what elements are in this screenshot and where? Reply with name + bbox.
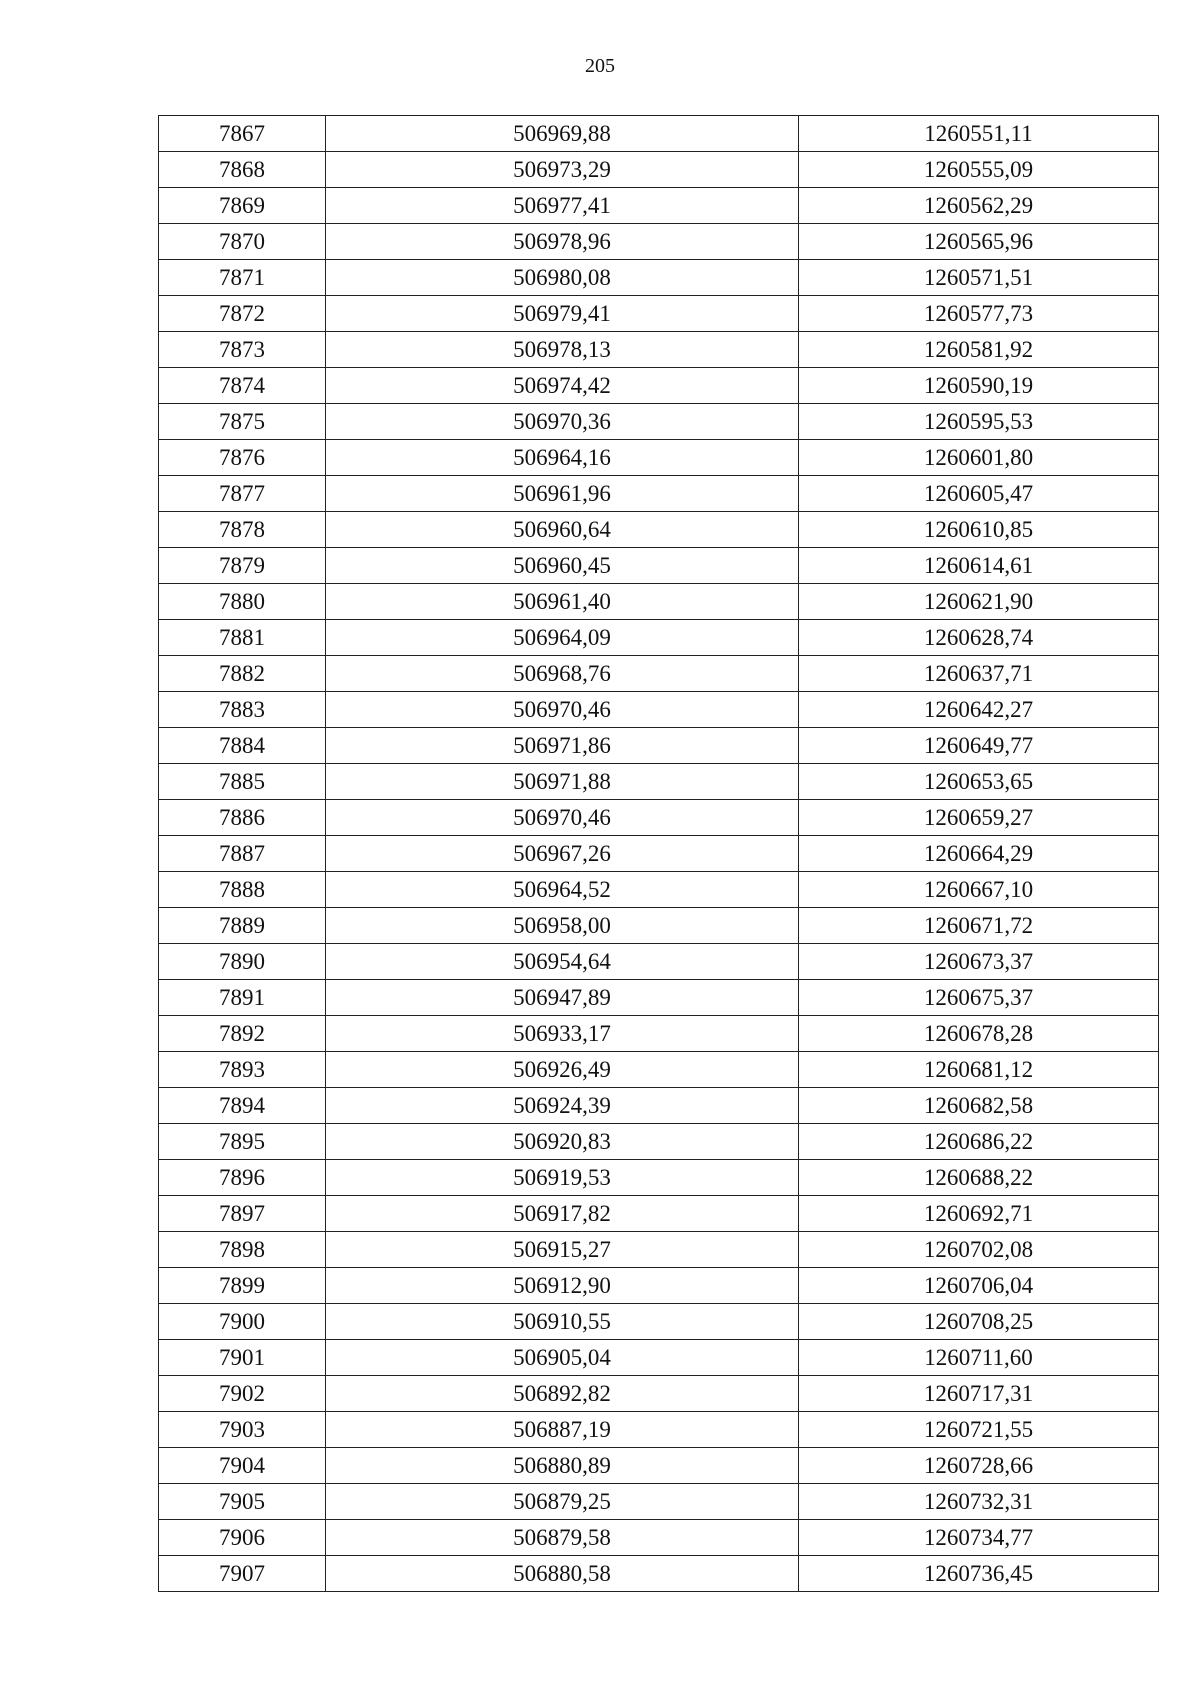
table-row bbox=[159, 1412, 1159, 1448]
x-coordinate-cell: 506887,19 bbox=[326, 1412, 799, 1448]
point-number-cell: 7874 bbox=[159, 368, 326, 404]
y-coordinate-cell: 1260702,08 bbox=[799, 1232, 1159, 1268]
y-coordinate-cell: 1260562,29 bbox=[799, 188, 1159, 224]
x-coordinate-cell: 506879,25 bbox=[326, 1484, 799, 1520]
point-number-cell: 7892 bbox=[159, 1016, 326, 1052]
x-coordinate-cell: 506964,52 bbox=[326, 872, 799, 908]
table-row bbox=[159, 800, 1159, 836]
x-coordinate-cell: 506880,89 bbox=[326, 1448, 799, 1484]
point-number-cell: 7880 bbox=[159, 584, 326, 620]
point-number-cell: 7886 bbox=[159, 800, 326, 836]
point-number-cell: 7897 bbox=[159, 1196, 326, 1232]
table-row bbox=[159, 1304, 1159, 1340]
y-coordinate-cell: 1260678,28 bbox=[799, 1016, 1159, 1052]
point-number-cell: 7872 bbox=[159, 296, 326, 332]
y-coordinate-cell: 1260610,85 bbox=[799, 512, 1159, 548]
y-coordinate-cell: 1260706,04 bbox=[799, 1268, 1159, 1304]
x-coordinate-cell: 506967,26 bbox=[326, 836, 799, 872]
table-row bbox=[159, 1052, 1159, 1088]
table-row bbox=[159, 692, 1159, 728]
y-coordinate-cell: 1260734,77 bbox=[799, 1520, 1159, 1556]
table-row bbox=[159, 1088, 1159, 1124]
table-row bbox=[159, 476, 1159, 512]
x-coordinate-cell: 506978,13 bbox=[326, 332, 799, 368]
table-row bbox=[159, 1484, 1159, 1520]
y-coordinate-cell: 1260628,74 bbox=[799, 620, 1159, 656]
table-row bbox=[159, 1196, 1159, 1232]
point-number-cell: 7873 bbox=[159, 332, 326, 368]
y-coordinate-cell: 1260721,55 bbox=[799, 1412, 1159, 1448]
y-coordinate-cell: 1260681,12 bbox=[799, 1052, 1159, 1088]
point-number-cell: 7877 bbox=[159, 476, 326, 512]
x-coordinate-cell: 506926,49 bbox=[326, 1052, 799, 1088]
table-row bbox=[159, 1232, 1159, 1268]
y-coordinate-cell: 1260555,09 bbox=[799, 152, 1159, 188]
point-number-cell: 7906 bbox=[159, 1520, 326, 1556]
point-number-cell: 7903 bbox=[159, 1412, 326, 1448]
y-coordinate-cell: 1260711,60 bbox=[799, 1340, 1159, 1376]
x-coordinate-cell: 506970,46 bbox=[326, 692, 799, 728]
coordinates-table-body bbox=[159, 116, 1159, 1592]
point-number-cell: 7883 bbox=[159, 692, 326, 728]
y-coordinate-cell: 1260736,45 bbox=[799, 1556, 1159, 1592]
point-number-cell: 7876 bbox=[159, 440, 326, 476]
point-number-cell: 7901 bbox=[159, 1340, 326, 1376]
table-row bbox=[159, 944, 1159, 980]
table-row bbox=[159, 368, 1159, 404]
x-coordinate-cell: 506977,41 bbox=[326, 188, 799, 224]
table-row bbox=[159, 872, 1159, 908]
x-coordinate-cell: 506960,64 bbox=[326, 512, 799, 548]
y-coordinate-cell: 1260692,71 bbox=[799, 1196, 1159, 1232]
table-row bbox=[159, 260, 1159, 296]
table-row bbox=[159, 512, 1159, 548]
x-coordinate-cell: 506961,40 bbox=[326, 584, 799, 620]
x-coordinate-cell: 506912,90 bbox=[326, 1268, 799, 1304]
y-coordinate-cell: 1260637,71 bbox=[799, 656, 1159, 692]
table-row bbox=[159, 116, 1159, 152]
point-number-cell: 7900 bbox=[159, 1304, 326, 1340]
y-coordinate-cell: 1260551,11 bbox=[799, 116, 1159, 152]
table-row bbox=[159, 1268, 1159, 1304]
y-coordinate-cell: 1260614,61 bbox=[799, 548, 1159, 584]
page-number: 205 bbox=[585, 55, 615, 77]
y-coordinate-cell: 1260605,47 bbox=[799, 476, 1159, 512]
point-number-cell: 7867 bbox=[159, 116, 326, 152]
table-row bbox=[159, 296, 1159, 332]
point-number-cell: 7893 bbox=[159, 1052, 326, 1088]
y-coordinate-cell: 1260671,72 bbox=[799, 908, 1159, 944]
x-coordinate-cell: 506971,86 bbox=[326, 728, 799, 764]
x-coordinate-cell: 506978,96 bbox=[326, 224, 799, 260]
table-row bbox=[159, 548, 1159, 584]
table-row bbox=[159, 1556, 1159, 1592]
y-coordinate-cell: 1260708,25 bbox=[799, 1304, 1159, 1340]
table-row bbox=[159, 1016, 1159, 1052]
x-coordinate-cell: 506892,82 bbox=[326, 1376, 799, 1412]
point-number-cell: 7875 bbox=[159, 404, 326, 440]
point-number-cell: 7887 bbox=[159, 836, 326, 872]
y-coordinate-cell: 1260642,27 bbox=[799, 692, 1159, 728]
y-coordinate-cell: 1260688,22 bbox=[799, 1160, 1159, 1196]
y-coordinate-cell: 1260667,10 bbox=[799, 872, 1159, 908]
x-coordinate-cell: 506980,08 bbox=[326, 260, 799, 296]
table-row bbox=[159, 620, 1159, 656]
y-coordinate-cell: 1260571,51 bbox=[799, 260, 1159, 296]
point-number-cell: 7891 bbox=[159, 980, 326, 1016]
x-coordinate-cell: 506970,46 bbox=[326, 800, 799, 836]
y-coordinate-cell: 1260717,31 bbox=[799, 1376, 1159, 1412]
x-coordinate-cell: 506968,76 bbox=[326, 656, 799, 692]
table-row bbox=[159, 332, 1159, 368]
x-coordinate-cell: 506910,55 bbox=[326, 1304, 799, 1340]
table-row bbox=[159, 1160, 1159, 1196]
x-coordinate-cell: 506960,45 bbox=[326, 548, 799, 584]
x-coordinate-cell: 506961,96 bbox=[326, 476, 799, 512]
point-number-cell: 7894 bbox=[159, 1088, 326, 1124]
y-coordinate-cell: 1260728,66 bbox=[799, 1448, 1159, 1484]
y-coordinate-cell: 1260675,37 bbox=[799, 980, 1159, 1016]
x-coordinate-cell: 506970,36 bbox=[326, 404, 799, 440]
table-row bbox=[159, 980, 1159, 1016]
point-number-cell: 7869 bbox=[159, 188, 326, 224]
x-coordinate-cell: 506964,16 bbox=[326, 440, 799, 476]
table-row bbox=[159, 1340, 1159, 1376]
x-coordinate-cell: 506971,88 bbox=[326, 764, 799, 800]
y-coordinate-cell: 1260686,22 bbox=[799, 1124, 1159, 1160]
x-coordinate-cell: 506905,04 bbox=[326, 1340, 799, 1376]
table-row bbox=[159, 404, 1159, 440]
y-coordinate-cell: 1260649,77 bbox=[799, 728, 1159, 764]
table-row bbox=[159, 656, 1159, 692]
x-coordinate-cell: 506915,27 bbox=[326, 1232, 799, 1268]
point-number-cell: 7896 bbox=[159, 1160, 326, 1196]
point-number-cell: 7879 bbox=[159, 548, 326, 584]
point-number-cell: 7905 bbox=[159, 1484, 326, 1520]
table-row bbox=[159, 224, 1159, 260]
y-coordinate-cell: 1260653,65 bbox=[799, 764, 1159, 800]
point-number-cell: 7878 bbox=[159, 512, 326, 548]
x-coordinate-cell: 506919,53 bbox=[326, 1160, 799, 1196]
x-coordinate-cell: 506954,64 bbox=[326, 944, 799, 980]
point-number-cell: 7907 bbox=[159, 1556, 326, 1592]
y-coordinate-cell: 1260621,90 bbox=[799, 584, 1159, 620]
x-coordinate-cell: 506964,09 bbox=[326, 620, 799, 656]
y-coordinate-cell: 1260581,92 bbox=[799, 332, 1159, 368]
table-row bbox=[159, 764, 1159, 800]
y-coordinate-cell: 1260673,37 bbox=[799, 944, 1159, 980]
table-row bbox=[159, 188, 1159, 224]
x-coordinate-cell: 506973,29 bbox=[326, 152, 799, 188]
y-coordinate-cell: 1260590,19 bbox=[799, 368, 1159, 404]
table-row bbox=[159, 1520, 1159, 1556]
y-coordinate-cell: 1260732,31 bbox=[799, 1484, 1159, 1520]
table-row bbox=[159, 152, 1159, 188]
point-number-cell: 7881 bbox=[159, 620, 326, 656]
x-coordinate-cell: 506920,83 bbox=[326, 1124, 799, 1160]
point-number-cell: 7898 bbox=[159, 1232, 326, 1268]
x-coordinate-cell: 506933,17 bbox=[326, 1016, 799, 1052]
table-row bbox=[159, 440, 1159, 476]
point-number-cell: 7868 bbox=[159, 152, 326, 188]
x-coordinate-cell: 506974,42 bbox=[326, 368, 799, 404]
x-coordinate-cell: 506958,00 bbox=[326, 908, 799, 944]
y-coordinate-cell: 1260659,27 bbox=[799, 800, 1159, 836]
table-row bbox=[159, 908, 1159, 944]
point-number-cell: 7885 bbox=[159, 764, 326, 800]
point-number-cell: 7895 bbox=[159, 1124, 326, 1160]
y-coordinate-cell: 1260595,53 bbox=[799, 404, 1159, 440]
x-coordinate-cell: 506924,39 bbox=[326, 1088, 799, 1124]
point-number-cell: 7899 bbox=[159, 1268, 326, 1304]
point-number-cell: 7888 bbox=[159, 872, 326, 908]
x-coordinate-cell: 506917,82 bbox=[326, 1196, 799, 1232]
x-coordinate-cell: 506979,41 bbox=[326, 296, 799, 332]
point-number-cell: 7890 bbox=[159, 944, 326, 980]
y-coordinate-cell: 1260601,80 bbox=[799, 440, 1159, 476]
table-row bbox=[159, 1448, 1159, 1484]
point-number-cell: 7882 bbox=[159, 656, 326, 692]
y-coordinate-cell: 1260664,29 bbox=[799, 836, 1159, 872]
table-row bbox=[159, 836, 1159, 872]
y-coordinate-cell: 1260682,58 bbox=[799, 1088, 1159, 1124]
point-number-cell: 7904 bbox=[159, 1448, 326, 1484]
x-coordinate-cell: 506880,58 bbox=[326, 1556, 799, 1592]
table-row bbox=[159, 1124, 1159, 1160]
coordinates-table bbox=[158, 115, 1159, 1592]
point-number-cell: 7902 bbox=[159, 1376, 326, 1412]
x-coordinate-cell: 506947,89 bbox=[326, 980, 799, 1016]
x-coordinate-cell: 506969,88 bbox=[326, 116, 799, 152]
table-row bbox=[159, 728, 1159, 764]
table-row bbox=[159, 1376, 1159, 1412]
x-coordinate-cell: 506879,58 bbox=[326, 1520, 799, 1556]
y-coordinate-cell: 1260577,73 bbox=[799, 296, 1159, 332]
point-number-cell: 7871 bbox=[159, 260, 326, 296]
y-coordinate-cell: 1260565,96 bbox=[799, 224, 1159, 260]
point-number-cell: 7870 bbox=[159, 224, 326, 260]
point-number-cell: 7884 bbox=[159, 728, 326, 764]
point-number-cell: 7889 bbox=[159, 908, 326, 944]
table-row bbox=[159, 584, 1159, 620]
